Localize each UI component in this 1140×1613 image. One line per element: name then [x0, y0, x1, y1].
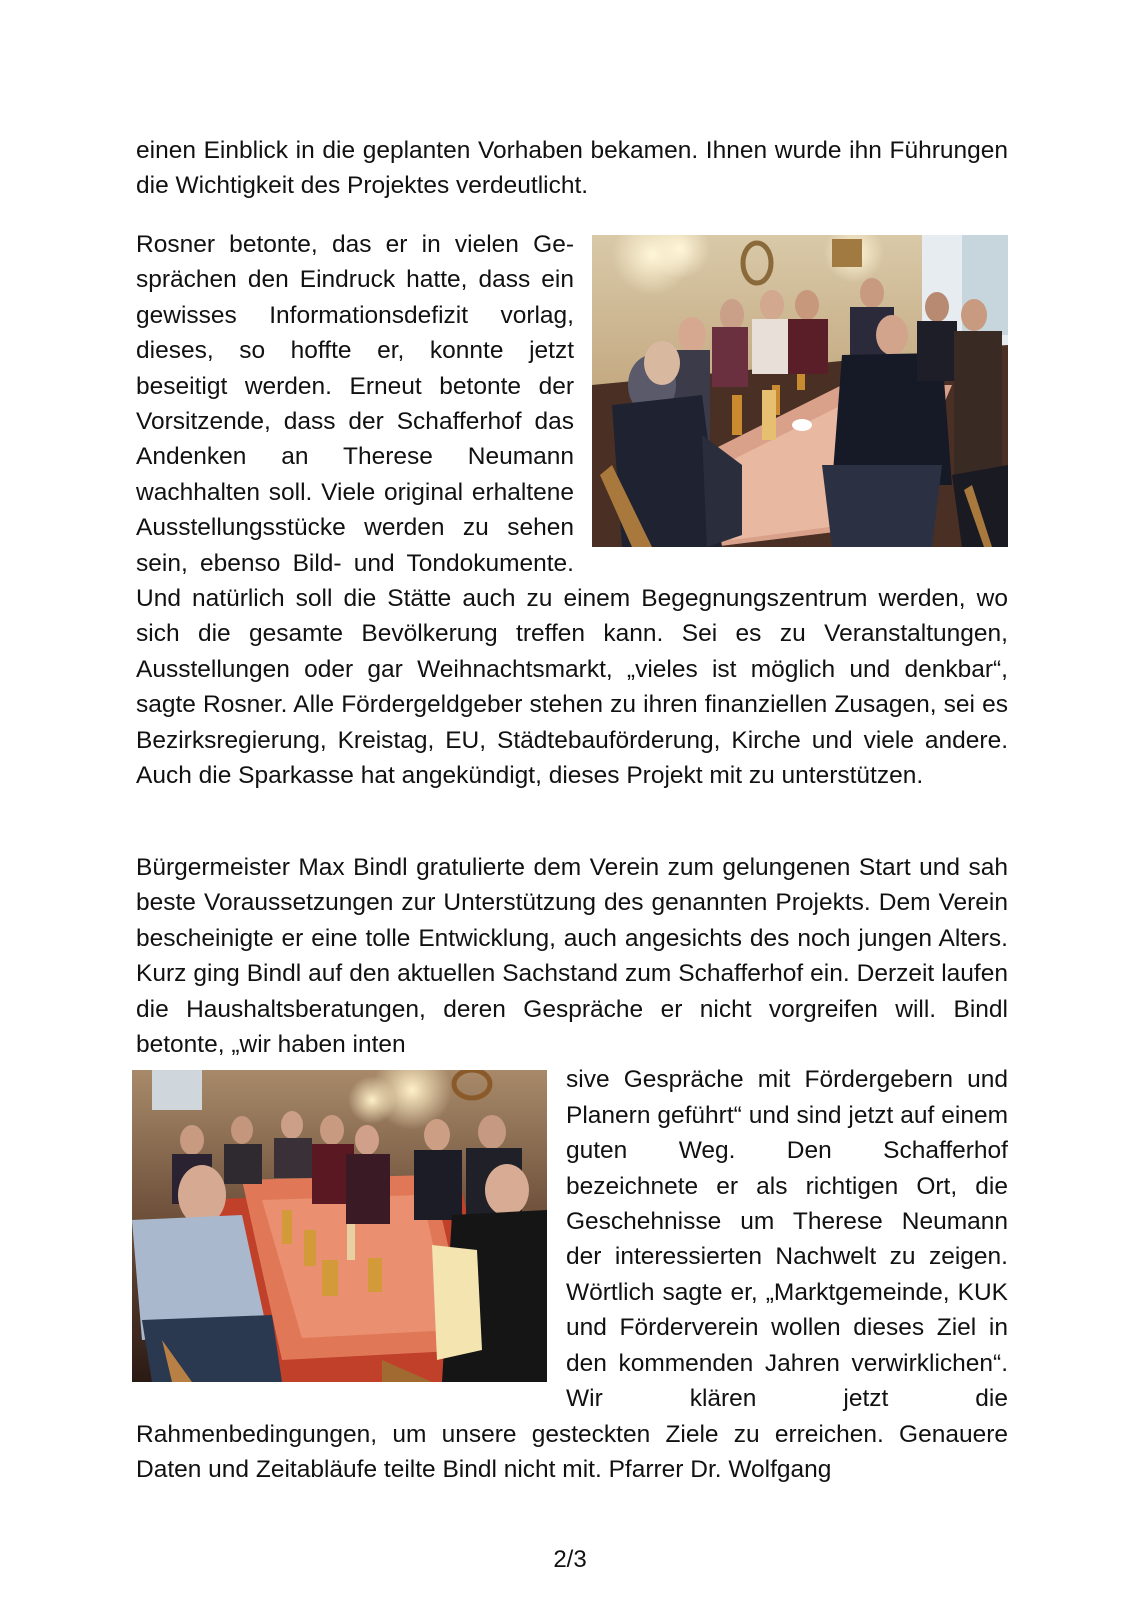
- paragraph-bindl-rest: sive Gespräche mit Fördergebern und Planern geführt“ und sind jetzt auf einem guten Weg. Den Schafferhof bezeichnete er als richtigen Ort, die Geschehnisse um Therese Neumann der interessierten Nachwelt zu zeigen. Wörtlich sagte er, „Marktgemeinde, KUK und Förderverein wollen dieses Ziel in den kommenden Jahren verwirklichen“. Wir klären jetzt die Rahmenbedingungen, um unsere gesteckten Ziele zu erreichen. Genauere Daten und Zeitabläufe teilte Bindl nicht mit. Pfarrer Dr. Wolfgang: [136, 1066, 1008, 1483]
- paragraph-bindl-block: [136, 850, 1008, 1487]
- paragraph-intro: einen Einblick in die geplanten Vorhaben bekamen. Ihnen wurde ihn Führungen die Wichtigkeit des Projektes verdeutlicht.: [136, 137, 1008, 200]
- photo-meeting-group-1: [592, 235, 1008, 547]
- paragraph-intro-block: [136, 133, 1008, 204]
- photo-meeting-group-2: [132, 1070, 547, 1382]
- paragraph-rosner-block: [136, 227, 1008, 794]
- paragraph-bindl-lead: Bürgermeister Max Bindl gratulierte dem Verein zum gelungenen Start und sah beste Voraussetzungen zur Unterstützung des genannten Projekts. Dem Verein bescheinigte er eine tolle Entwicklung, auch angesichts des noch jungen Alters. Kurz ging Bindl auf den aktuellen Sachstand zum Schafferhof ein. Derzeit laufen die Haushaltsberatungen, deren Gespräche er nicht vorgreifen will. Bindl betonte, „wir haben inten: [136, 854, 1008, 1059]
- page-number: 2/3: [553, 1546, 587, 1573]
- paragraph-rosner: Rosner betonte, das er in vielen Gesprächen den Eindruck hatte, dass ein gewisses Informationsdefizit vorlag, dieses, so hoffte er, konnte jetzt beseitigt werden. Erneut betonte der Vorsitzende, dass der Schafferhof das Andenken an Therese Neumann wachhalten soll. Viele original erhaltene Ausstellungsstücke werden zu sehen sein, ebenso Bild- und Tondokumente. Und natürlich soll die Stätte auch zu einem Begegnungszentrum werden, wo sich die gesamte Bevölkerung treffen kann. Sei es zu Veranstaltungen, Ausstellungen oder gar Weihnachtsmarkt, „vieles ist möglich und denkbar“, sagte Rosner. Alle Fördergeldgeber stehen zu ihren finanziellen Zusagen, sei es Bezirksregierung, Kreistag, EU, Städtebauförderung, Kirche und viele andere. Auch die Sparkasse hat angekündigt, dieses Projekt mit zu unterstützen.: [136, 231, 1008, 790]
